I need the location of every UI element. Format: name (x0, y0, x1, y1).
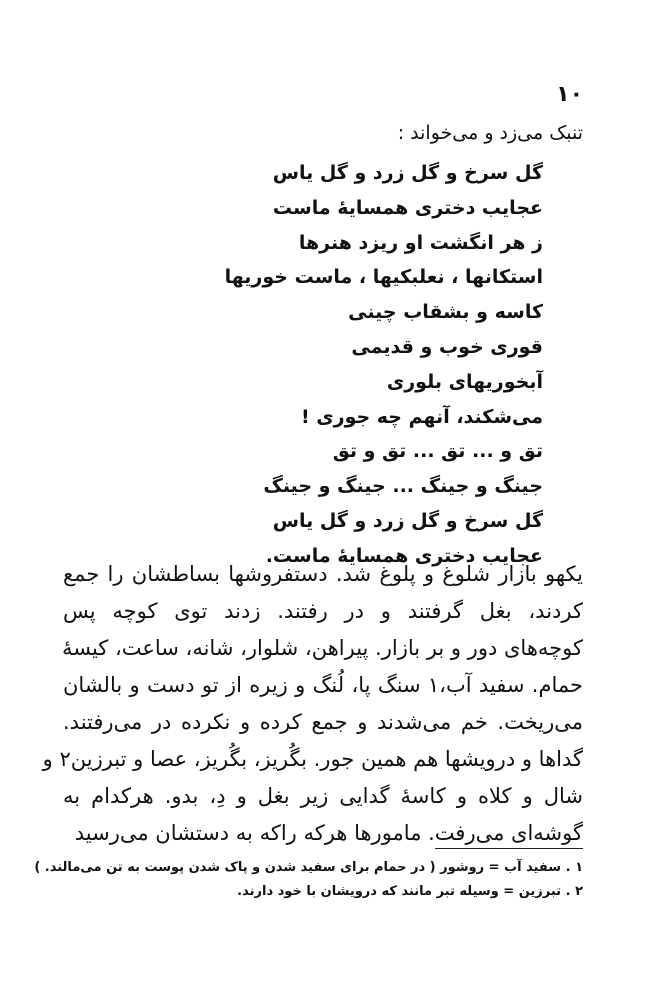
prose-line: شال و کلاه و کاسهٔ گدایی زیر بغل و دِ، بدو. هرکدام به (63, 784, 583, 808)
footnote: ۱ . سفید آب = روشور ( در حمام برای سفید شدن و پاک شدن پوست به تن می‌مالند. ) (34, 860, 583, 875)
page-number: ۱۰ (556, 82, 583, 107)
poem-line: قوری خوب و قدیمی (351, 335, 543, 358)
poem-line: عجایب دختری همسایهٔ ماست (272, 196, 543, 219)
poem-line: ز هر انگشت او ریزد هنرها (298, 231, 543, 254)
prose-line: گداها و درویشها هم همین جور. بگُریز، بگُریز، عصا و تبرزین۲ و (42, 747, 583, 771)
poem (224, 156, 543, 574)
prose-line: یکهو بازار شلوغ و پلوغ شد. دستفروشها بساطشان را جمع (63, 562, 583, 586)
prose-paragraph (42, 556, 583, 852)
intro-line: تنبک می‌زد و می‌خواند : (397, 122, 583, 144)
footnote: ۲ . تبرزین = وسیله تبر مانند که درویشان با خود دارند. (237, 884, 583, 899)
prose-line: گوشه‌ای می‌رفت. مامورها هرکه راکه به دستشان می‌رسید (74, 821, 583, 845)
prose-line: کردند، بغل گرفتند و در رفتند. زدند توی کوچه پس (63, 599, 583, 623)
footnote-divider (435, 848, 583, 849)
poem-line: گل سرخ و گل زرد و گل یاس (272, 509, 543, 532)
poem-line: عجایب دختری همسایهٔ ماست. (265, 544, 543, 567)
poem-line: کاسه و بشقاب چینی (348, 301, 543, 324)
poem-line: استکانها ، نعلبکیها ، ماست خوریها (224, 266, 543, 289)
prose-line: حمام. سفید آب،۱ سنگ پا، لُنگ و زیره از تو دست و بالشان (63, 673, 583, 697)
poem-line: تق و ... تق ... تق و تق (332, 440, 543, 463)
poem-line: جینگ و جینگ ... جینگ و جینگ (263, 475, 543, 498)
prose-line: کوچه‌های دور و بر بازار. پیراهن، شلوار، شانه، ساعت، کیسهٔ (61, 636, 583, 660)
poem-line: می‌شکند، آنهم چه جوری ! (300, 405, 543, 428)
poem-line: گل سرخ و گل زرد و گل یاس (272, 162, 543, 184)
prose-line: می‌ریخت. خم می‌شدند و جمع کرده و نکرده در می‌رفتند. (63, 710, 583, 734)
poem-line: آبخوریهای بلوری (386, 370, 543, 393)
footnotes (34, 856, 583, 904)
